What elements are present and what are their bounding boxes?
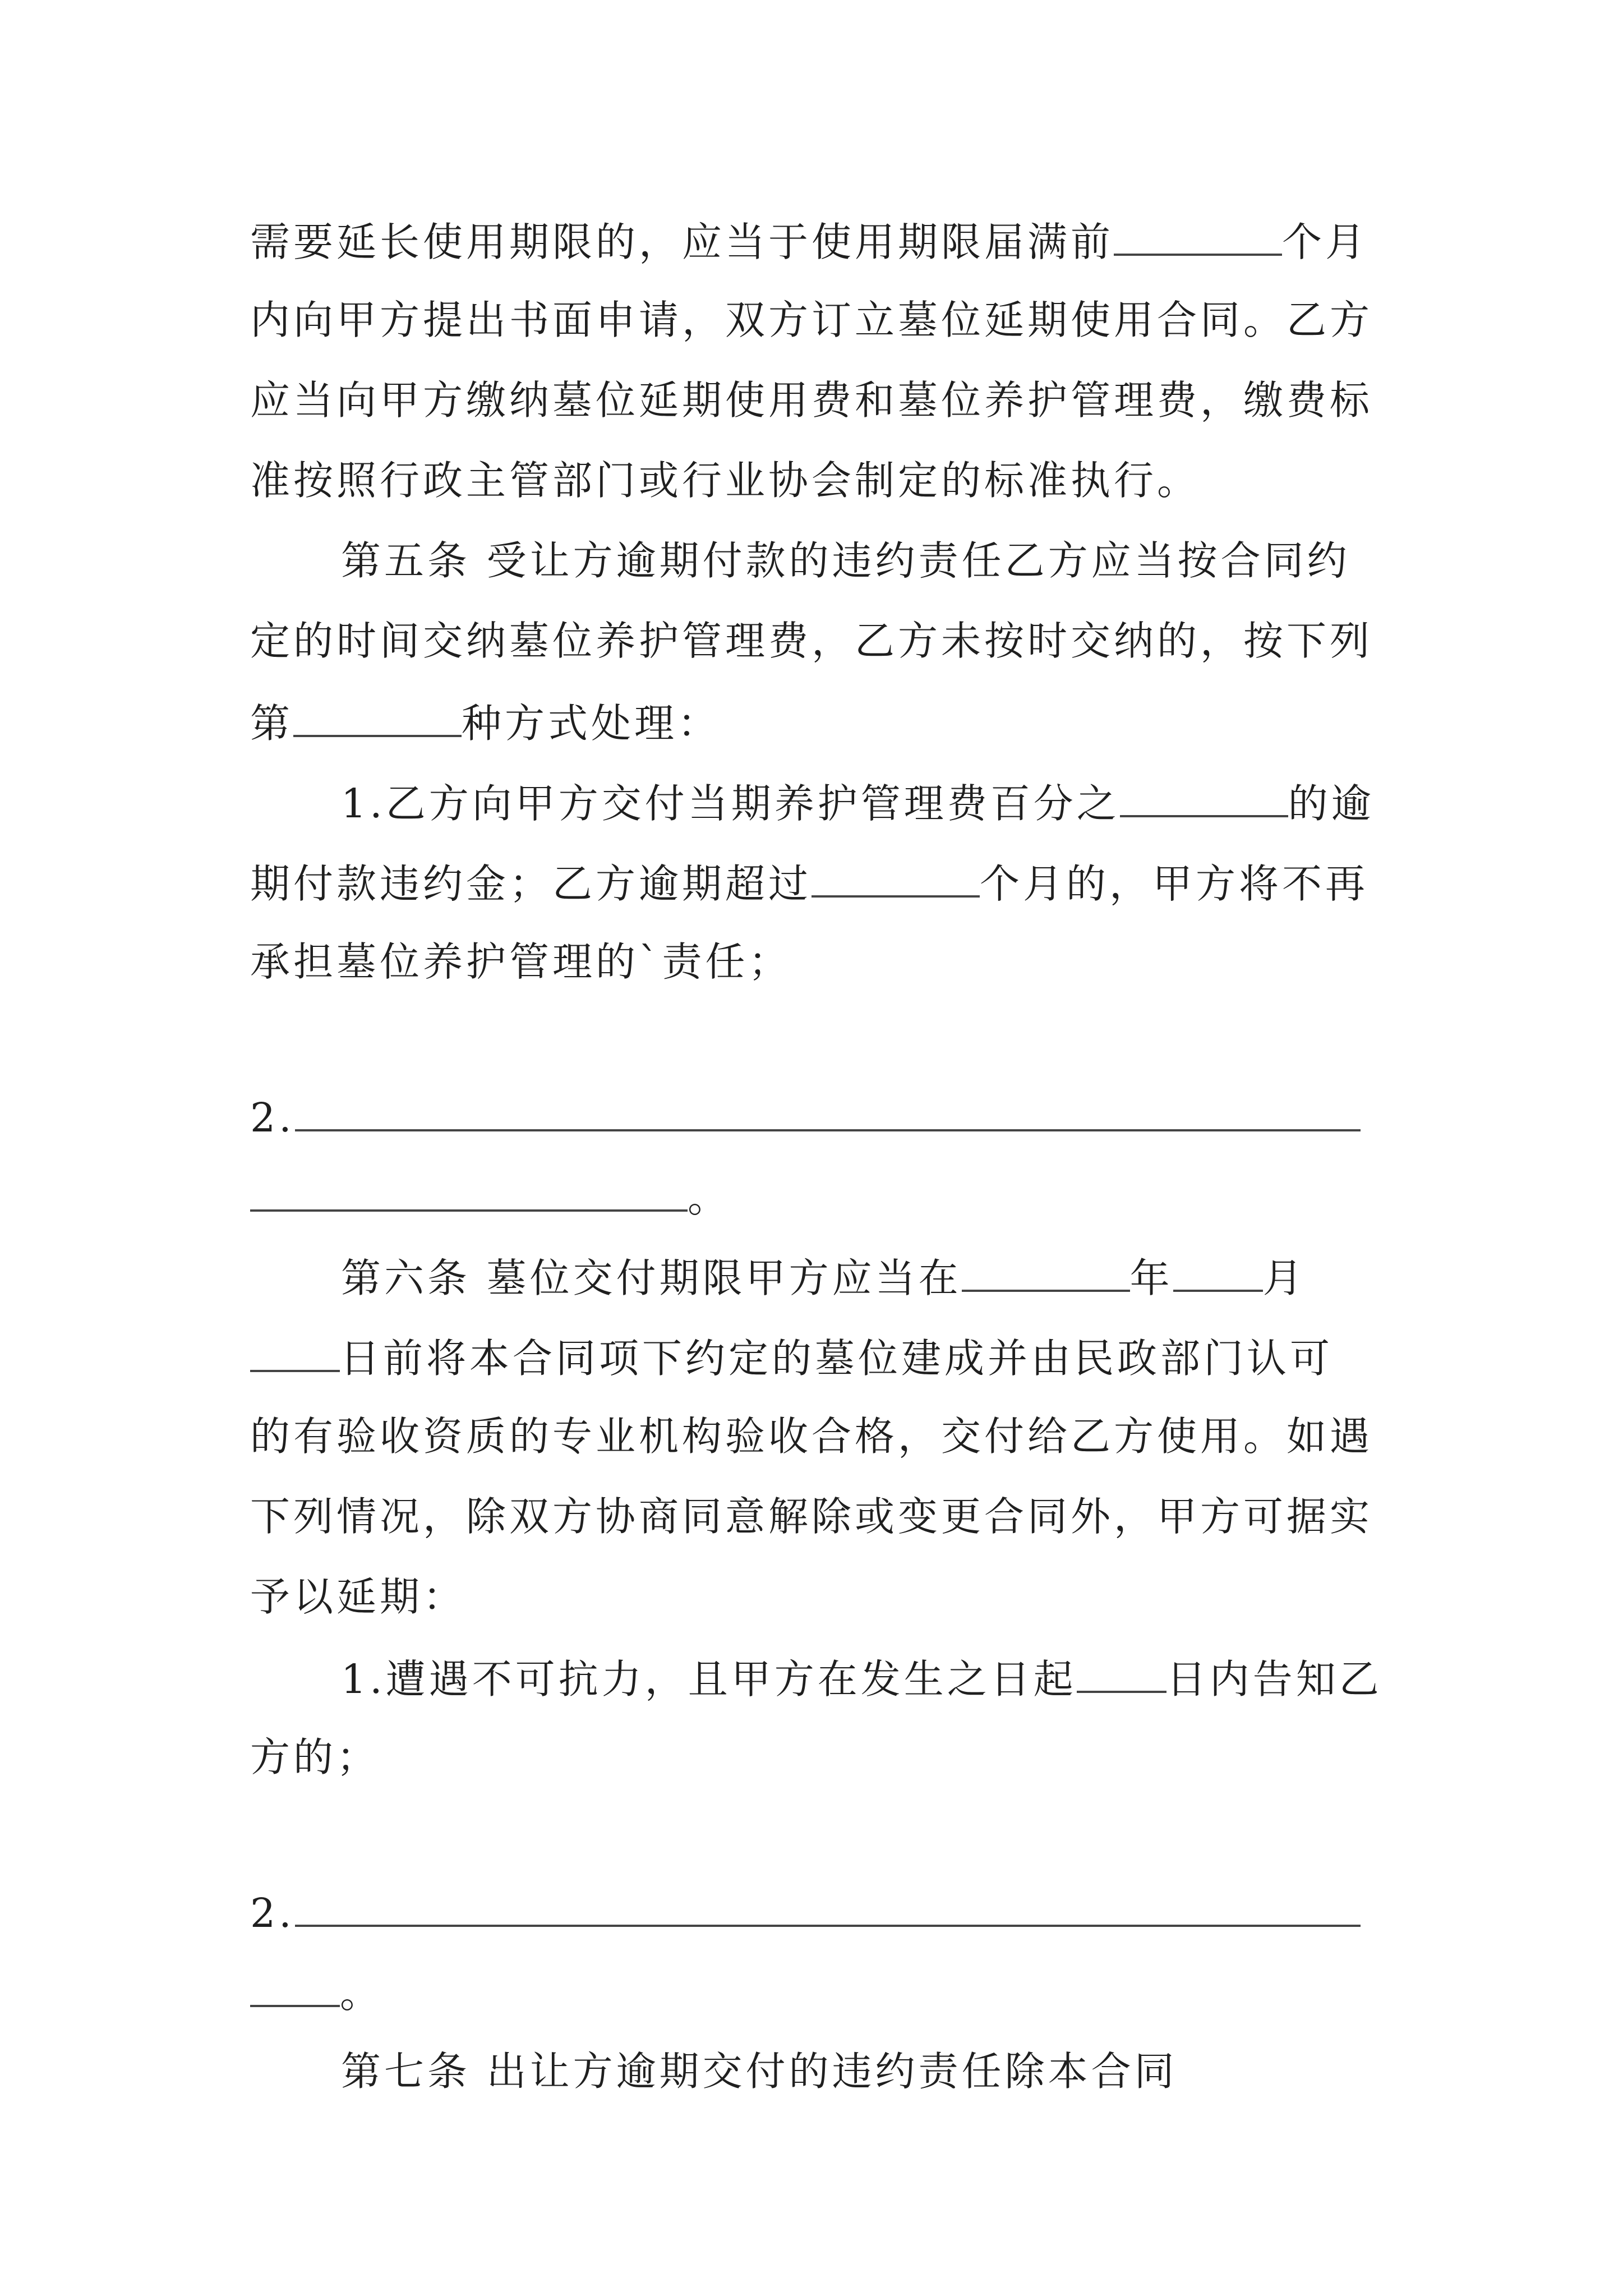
text-line: 予以延期： xyxy=(250,1573,467,1620)
text-line: 下列情况，除双方协商同意解除或变更合同外，甲方可据实 xyxy=(250,1493,1373,1540)
text-line: 承担墓位养护管理的`责任； xyxy=(250,938,792,985)
fill-blank xyxy=(250,1971,340,2007)
text-line: 应当向甲方缴纳墓位延期使用费和墓位养护管理费，缴费标 xyxy=(250,377,1373,424)
article-7-heading: 第七条 出让方逾期交付的违约责任除本合同 xyxy=(341,2048,1178,2095)
text-line: 内向甲方提出书面申请，双方订立墓位延期使用合同。乙方 xyxy=(250,297,1373,343)
list-item: 1.乙方向甲方交付当期养护管理费百分之 的逾 xyxy=(341,780,1375,827)
list-item: 2. xyxy=(250,1891,1389,1933)
fill-blank xyxy=(250,1176,688,1212)
article-6-heading: 第六条 墓位交付期限甲方应当在 年 月 xyxy=(341,1255,1306,1301)
fill-blank xyxy=(293,701,462,737)
fill-blank xyxy=(295,1096,1361,1131)
text-line: 的有验收资质的专业机构验收合格，交付给乙方使用。如遇 xyxy=(250,1413,1373,1460)
fill-blank xyxy=(295,1891,1361,1927)
text-line: 定的时间交纳墓位养护管理费，乙方未按时交纳的，按下列 xyxy=(250,618,1373,664)
fill-blank xyxy=(1077,1657,1166,1693)
text-line: 。 xyxy=(250,1176,1389,1218)
text-line: 第 种方式处理： xyxy=(250,700,721,747)
fill-blank xyxy=(962,1256,1130,1292)
fill-blank xyxy=(1120,781,1288,817)
text-line: 方的； xyxy=(250,1734,380,1780)
fill-blank xyxy=(1114,220,1282,256)
list-item: 1.遭遇不可抗力，且甲方在发生之日起 日内告知乙 xyxy=(341,1656,1382,1703)
text-line: 期付款违约金；乙方逾期超过 个月的，甲方将不再 xyxy=(250,861,1369,907)
list-item: 2. xyxy=(250,1096,1389,1138)
article-5-heading: 第五条 受让方逾期付款的违约责任乙方应当按合同约 xyxy=(341,537,1350,584)
fill-blank xyxy=(811,862,980,898)
text-line: 日前将本合同项下约定的墓位建成并由民政部门认可 xyxy=(250,1336,1389,1378)
text-line: 需要延长使用期限的，应当于使用期限届满前 个月 xyxy=(250,219,1369,265)
text-line: 。 xyxy=(250,1971,1389,2013)
fill-blank xyxy=(250,1336,340,1372)
text-line: 准按照行政主管部门或行业协会制定的标准执行。 xyxy=(250,457,1201,504)
fill-blank xyxy=(1173,1256,1263,1292)
